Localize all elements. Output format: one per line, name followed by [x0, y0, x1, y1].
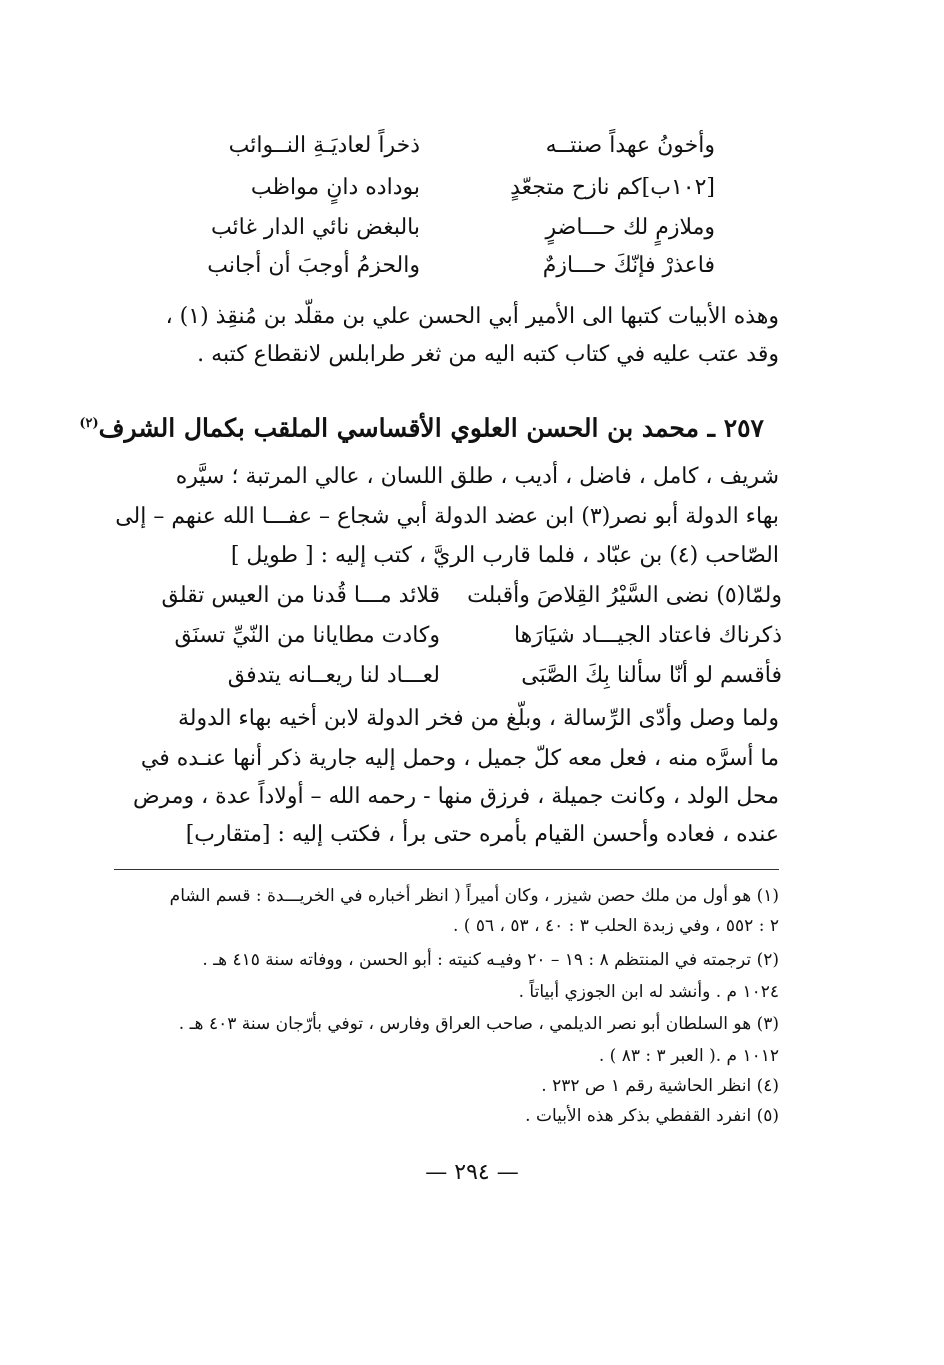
paragraph-line: وهذه الأبيات كتبها الى الأمير أبي الحسن علي بن مقلّد بن مُنقِذ (١) ،	[165, 304, 779, 329]
verse-line	[170, 210, 715, 246]
verse-hemistich-first: ولمّا(٥) نضى السَّيْرُ القِلاصَ وأقبلت	[467, 583, 782, 608]
paragraph-line: وقد عتب عليه في كتاب كتبه اليه من ثغر طرابلس لانقطاع كتبه .	[197, 342, 779, 367]
paragraph-line: الصّاحب (٤) بن عبّاد ، فلما قارب الريَّ ، كتب إليه : [ طويل ]	[230, 543, 779, 568]
entry-heading	[79, 404, 764, 448]
verse-line	[170, 170, 715, 206]
page-number: — ٢٩٤ —	[425, 1160, 519, 1185]
verse-hemistich-second: والحزمُ أوجبَ أن أجانب	[207, 253, 420, 278]
paragraph-line: شريف ، كامل ، فاضل ، أديب ، طلق اللسان ، عالي المرتبة ؛ سيَّره	[175, 464, 779, 489]
verse-hemistich-first: فاعذرْ فإنّكَ حـــازمٌ	[542, 253, 715, 278]
footnote-line: ٢ : ٥٥٢ ، وفي زبدة الحلب ٣ : ٤٠ ، ٥٣ ، ٥٦ ) .	[453, 916, 779, 936]
verse-line	[110, 656, 782, 696]
footnote-line: (٤) انظر الحاشية رقم ١ ص ٢٣٢ .	[541, 1076, 779, 1096]
verse-hemistich-second: لعـــاد لنا ريعــانه يتدفق	[227, 663, 440, 688]
paragraph-line: محل الولد ، وكانت جميلة ، فرزق منها - رحمه الله – أولاداً عدة ، ومرض	[132, 784, 779, 809]
verse-hemistich-first: وملازمٍ لك حـــاضرٍ	[545, 215, 715, 240]
verse-hemistich-second: بالبغض نائي الدار غائب	[210, 215, 420, 240]
verse-hemistich-second: وكادت مطايانا من النّيِّ تسنَق	[174, 623, 440, 648]
verse-hemistich-first: فأقسم لو أنّا سألنا بِكَ الصَّبَى	[521, 663, 782, 688]
verse-hemistich-first: [١٠٢ب]كم نازح متجعّدٍ	[510, 175, 715, 200]
footnote-line: ١٠١٢ م .( العبر ٣ : ٨٣ ) .	[598, 1046, 779, 1066]
entry-heading-text: ٢٥٧ ـ محمد بن الحسن العلوي الأقساسي الملقب بكمال الشرف	[98, 413, 764, 443]
paragraph-line: ولما وصل وأدّى الرِّسالة ، وبلّغ من فخر الدولة لابن أخيه بهاء الدولة	[177, 706, 779, 731]
paragraph-line: ما أسرَّه منه ، فعل معه كلّ جميل ، وحمل إليه جارية ذكر أنها عنـده في	[140, 746, 779, 771]
verse-hemistich-second: ذخراً لعاديَـةِ النــوائب	[228, 133, 420, 158]
verse-line	[170, 128, 715, 164]
footnote-separator	[114, 869, 779, 870]
verse-hemistich-first: وأخونُ عهداً صنتــه	[545, 133, 715, 158]
footnote-line: (٢) ترجمته في المنتظم ٨ : ١٩ – ٢٠ وفيـه كنيته : أبو الحسن ، ووفاته سنة ٤١٥ هـ .	[202, 950, 779, 970]
footnote-line: (١) هو أول من ملك حصن شيزر ، وكان أميراً ( انظر أخباره في الخريـــدة : قسم الشام	[169, 886, 779, 906]
verse-hemistich-second: بوداده دانٍ مواظب	[250, 175, 420, 200]
verse-hemistich-second: قلائد مـــا قُدنا من العيس تقلق	[161, 583, 440, 608]
verse-line	[110, 616, 782, 656]
verse-line	[110, 576, 782, 616]
verse-line	[170, 248, 715, 284]
paragraph-line: بهاء الدولة أبو نصر(٣) ابن عضد الدولة أبي شجاع – عفـــا الله عنهم – إلى	[115, 504, 779, 529]
verse-hemistich-first: ذكرناك فاعتاد الجيـــاد شيَارَها	[513, 623, 782, 648]
paragraph-line: عنده ، فعاده وأحسن القيام بأمره حتى برأ ، فكتب إليه : [متقارب]	[185, 822, 779, 847]
footnote-line: (٥) انفرد القفطي بذكر هذه الأبيات .	[525, 1106, 779, 1126]
footnote-ref: (٢)	[79, 416, 99, 431]
footnote-line: (٣) هو السلطان أبو نصر الديلمي ، صاحب العراق وفارس ، توفي بأرّجان سنة ٤٠٣ هـ .	[178, 1014, 779, 1034]
footnote-line: ١٠٢٤ م . وأنشد له ابن الجوزي أبياتاً .	[518, 982, 779, 1002]
